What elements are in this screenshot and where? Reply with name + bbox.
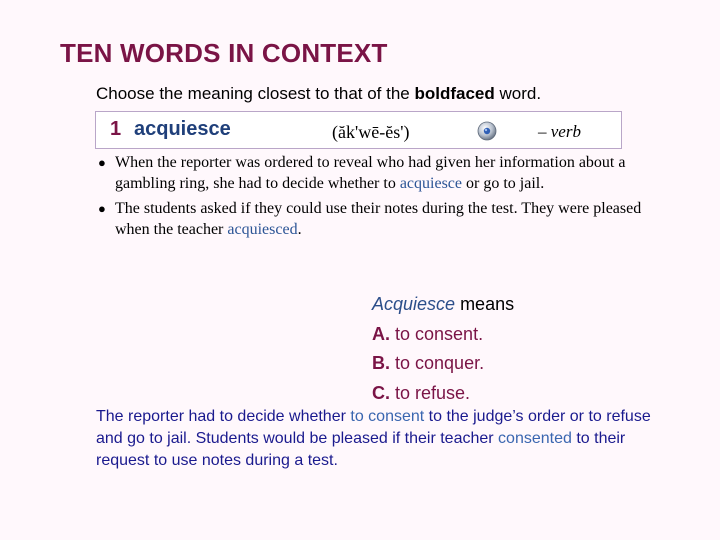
option-text: to refuse. (395, 382, 471, 403)
option-letter: C. (372, 382, 390, 403)
explanation-part: to their request to use notes during a test. (96, 430, 626, 469)
bullet-icon: ● (98, 155, 106, 170)
sentence-keyword: acquiesced (227, 221, 298, 238)
instruction-bold: boldfaced (414, 84, 495, 103)
option-c[interactable] (372, 379, 514, 409)
list-item (96, 198, 676, 240)
word-header-bar (95, 111, 622, 149)
sentence-text: When the reporter was ordered to reveal who had given her information about a gambling ring, she had to decide whether to (115, 154, 626, 192)
option-a[interactable] (372, 320, 514, 350)
instruction-before: Choose the meaning closest to that of the (96, 84, 415, 103)
explanation-part: The reporter had to decide whether (96, 408, 351, 425)
meaning-lead-word: Acquiesce (372, 294, 456, 314)
explanation-text (96, 406, 656, 472)
instruction-after: word. (494, 84, 542, 103)
meaning-block (372, 290, 514, 408)
meaning-lead (372, 290, 514, 320)
example-sentences (96, 152, 676, 244)
option-b[interactable] (372, 349, 514, 379)
speaker-icon[interactable] (477, 121, 497, 141)
sentence-text-end: . (297, 221, 302, 238)
part-of-speech: – verb (538, 122, 581, 141)
explanation-highlight: consented (498, 430, 572, 447)
sentence-text: The students asked if they could use their notes during the test. They were pleased when the teacher (115, 200, 642, 238)
word-headword: acquiesce (134, 118, 231, 140)
option-letter: B. (372, 353, 390, 373)
bullet-icon: ● (98, 201, 106, 216)
list-item (96, 152, 676, 194)
option-letter: A. (372, 323, 390, 344)
explanation-part: to the judge’s order or to refuse and go to jail. Students would be pleased if their teacher (96, 408, 651, 447)
sentence-keyword: acquiesce (399, 175, 462, 192)
instruction-text (96, 84, 541, 104)
meaning-lead-rest: means (455, 294, 515, 314)
sentence-text-end: or go to jail. (462, 175, 545, 192)
page-title: TEN WORDS IN CONTEXT (60, 38, 388, 68)
option-text: to conquer. (395, 353, 485, 373)
word-number: 1 (110, 118, 122, 140)
pronunciation: (ăk'wē-ĕs') (332, 122, 410, 142)
option-text: to consent. (395, 323, 484, 344)
explanation-highlight: to consent (350, 408, 425, 425)
